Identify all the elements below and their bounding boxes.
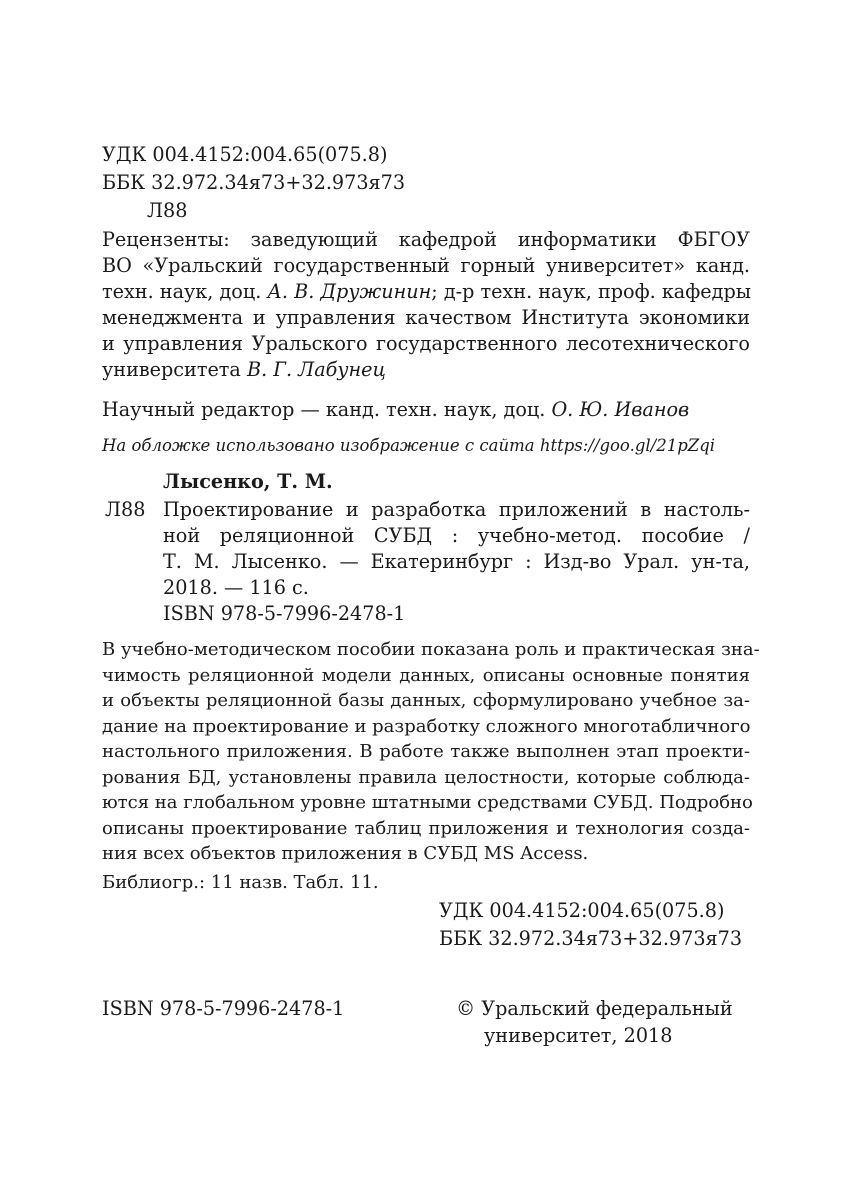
udk-header: УДК 004.4152:004.65(075.8) — [102, 143, 388, 166]
editor-label: Научный редактор — канд. техн. наук, доц. — [102, 398, 546, 421]
bibliography-count: Библиогр.: 11 назв. Табл. 11. — [102, 872, 379, 893]
bib-code: Л88 — [105, 498, 146, 521]
annotation-line: ния всех объектов приложения в СУБД MS Access. — [102, 843, 589, 864]
reviewer-name: А. В. Дружинин — [267, 280, 432, 303]
annotation-line: В учебно-методическом пособии показана роль и практическая зна- — [102, 639, 760, 660]
reviewers-block — [102, 227, 750, 383]
editor-name: О. Ю. Иванов — [551, 398, 690, 421]
reviewers-text: техн. наук, доц. — [102, 280, 262, 303]
annotation-line: ются на глобальном уровне штатными средствами СУБД. Подробно — [102, 792, 753, 813]
reviewers-line: ВО «Уральский государственный горный университет» канд. — [102, 254, 750, 277]
reviewer-name: В. Г. Лабунец — [246, 358, 386, 381]
reviewers-line — [102, 279, 750, 305]
annotation-line: описаны проектирование таблиц приложения и технология созда- — [102, 817, 750, 839]
bib-line: ной реляционной СУБД : учебно-метод. пособие / — [163, 524, 750, 547]
scientific-editor — [102, 397, 689, 423]
author-code-header: Л88 — [147, 199, 188, 222]
annotation-line: настольного приложения. В работе также выполнен этап проекти- — [102, 741, 750, 762]
reviewers-line: менеджмента и управления качеством Института экономики — [102, 306, 750, 329]
reviewers-text: университета — [102, 358, 241, 381]
copyright-line: университет, 2018 — [484, 1024, 673, 1047]
bib-isbn: ISBN 978-5-7996-2478-1 — [163, 602, 406, 625]
reviewers-line: и управления Уральского государственного лесотехнического — [102, 332, 750, 355]
isbn-footer: ISBN 978-5-7996-2478-1 — [102, 997, 345, 1020]
bib-author: Лысенко, Т. М. — [163, 470, 333, 493]
reviewers-line — [102, 357, 750, 383]
bib-description — [163, 497, 750, 627]
annotation — [102, 637, 760, 867]
copyright-line: © Уральский федеральный — [456, 997, 733, 1020]
reviewers-text: ; д-р техн. наук, проф. кафедры — [431, 280, 751, 303]
annotation-line: и объекты реляционной базы данных, сформулировано учебное за- — [102, 690, 750, 711]
cover-image-note: На обложке использовано изображение с сайта https://goo.gl/21pZqi — [102, 436, 716, 455]
bib-line: Т. М. Лысенко. — Екатеринбург : Изд-во Урал. ун-та, — [163, 550, 750, 573]
bbk-footer: ББК 32.972.34я73+32.973я73 — [439, 927, 743, 950]
bib-line: 2018. — 116 с. — [163, 576, 309, 599]
reviewers-line: Рецензенты: заведующий кафедрой информатики ФБГОУ — [102, 228, 750, 251]
udk-footer: УДК 004.4152:004.65(075.8) — [439, 899, 725, 922]
bib-line: Проектирование и разработка приложений в настоль- — [163, 498, 750, 521]
annotation-line: рования БД, установлены правила целостности, которые соблюда- — [102, 766, 750, 788]
bbk-header: ББК 32.972.34я73+32.973я73 — [102, 171, 406, 194]
annotation-line: чимость реляционной модели данных, описаны основные понятия — [102, 664, 750, 686]
annotation-line: дание на проектирование и разработку сложного многотабличного — [102, 715, 751, 737]
